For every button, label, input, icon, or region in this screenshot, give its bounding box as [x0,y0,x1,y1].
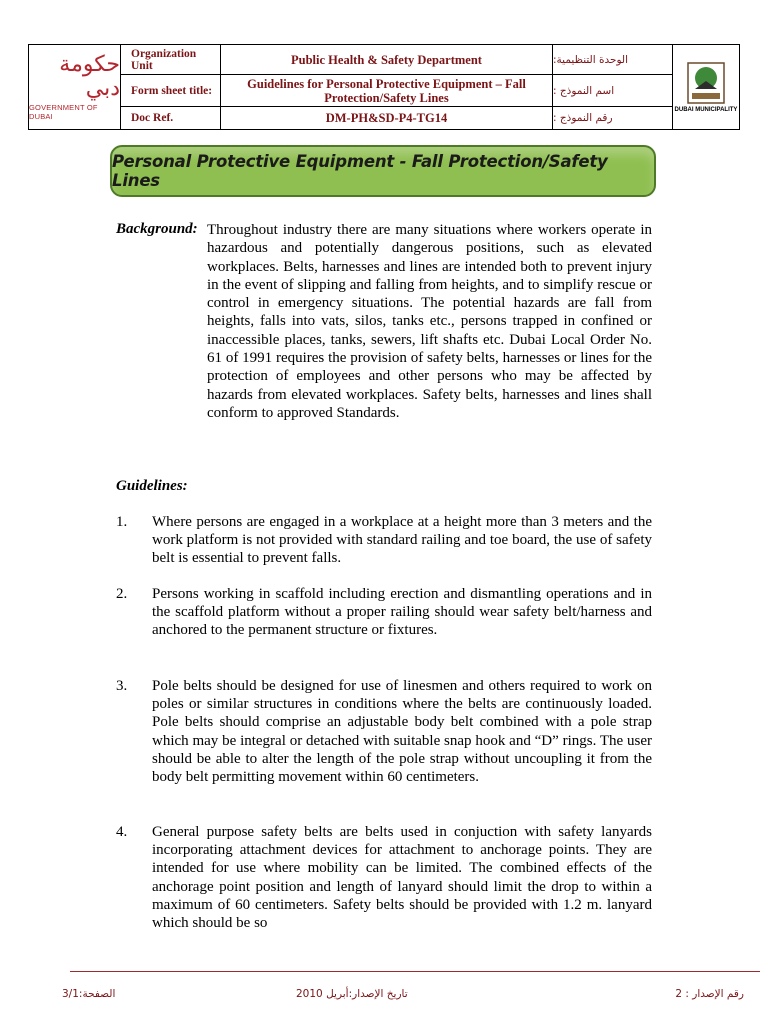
guideline-text: Persons working in scaffold including erection and dismantling operations and in the scaffold platform without a proper railing should wear safety belt/harness and anchored to the permanent structure or fixtures. [152,586,652,639]
background-label: Background: [116,221,198,237]
background-text: Throughout industry there are many situations where workers operate in hazardous and potentially dangerous positions, such as elevated workplaces. Belts, harnesses and lines are intended both to prevent injury in the event of slipping and falling from heights, and to simplify rescue or control in emergency situations. The potential hazards are fall from heights, falls into vats, silos, tanks etc., persons trapped in confined or inaccessible places, tanks, sewers, lift shafts etc. Dubai Local Order No. 61 of 1991 requires the provision of safety belts, harnesses or lines for the protection of employees and other persons who may be affected by hazards from elevated workplaces. Safety belts, harnesses and lines shall conform to approved Standards. [207,222,652,421]
municipality-emblem-icon [686,61,726,105]
footer-issue-number: رقم الإصدار : 2 [675,988,744,1000]
org-unit-value: Public Health & Safety Department [221,45,553,75]
guideline-text: Pole belts should be designed for use of linesmen and others required to work on poles or similar structures in conditions where the belts are continuously loaded. Pole belts should comprise an adjustable body belt combined with a pole strap which may be integral or detached with suitable snap hook and “D” rings. The user should be able to alter the length of the pole strap without uncoupling it from the body belt permitting movement within 60 centimeters. [152,678,652,786]
guideline-number: 2. [116,586,128,602]
document-header [28,44,740,130]
guideline-number: 1. [116,514,128,530]
guideline-text: General purpose safety belts are belts used in conjuction with safety lanyards incorporating attachment devices for attachment to anchorage points. They are intended for use where mobility can be limited. The combined effects of the anchorage point position and length of lanyard should limit the drop to within a maximum of 60 centimeters. Safety belts should be provided with 1.2 m. lanyard which should be so [152,824,652,932]
guideline-item [116,513,652,568]
dubai-municipality-logo [673,45,739,129]
footer-divider [70,971,760,972]
org-unit-arabic-label: الوحدة التنظيمية: [553,45,673,75]
header-info-grid [121,45,673,129]
footer-page-number: الصفحة:3/1 [62,988,116,1000]
doc-ref-value: DM-PH&SD-P4-TG14 [221,107,553,129]
form-title-value: Guidelines for Personal Protective Equipment – Fall Protection/Safety Lines [221,75,553,107]
guidelines-heading: Guidelines: [116,478,188,494]
page-title: Personal Protective Equipment - Fall Protection/Safety Lines [112,152,608,190]
org-unit-label: Organization Unit [121,45,221,75]
form-title-label: Form sheet title: [121,75,221,107]
municipality-logo-caption: DUBAI MUNICIPALITY [674,107,738,113]
guideline-number: 3. [116,678,128,694]
guideline-text: Where persons are engaged in a workplace at a height more than 3 meters and the work platform is not provided with standard railing and toe board, the use of safety belt is essential to prevent falls. [152,514,652,567]
title-banner [110,145,656,197]
guideline-number: 4. [116,824,128,840]
government-logo-arabic: حكومة دبي [59,52,120,101]
guideline-item [116,677,652,786]
doc-ref-arabic-label: رقم النموذج : [553,107,673,129]
guideline-item [116,823,652,932]
guideline-item [116,585,652,640]
footer-issue-date: تاريخ الإصدار:أبريل 2010 [296,988,408,1000]
government-of-dubai-logo [29,45,121,129]
doc-ref-label: Doc Ref. [121,107,221,129]
government-logo-caption: GOVERNMENT OF DUBAI [29,103,98,121]
form-title-arabic-label: اسم النموذج : [553,75,673,107]
